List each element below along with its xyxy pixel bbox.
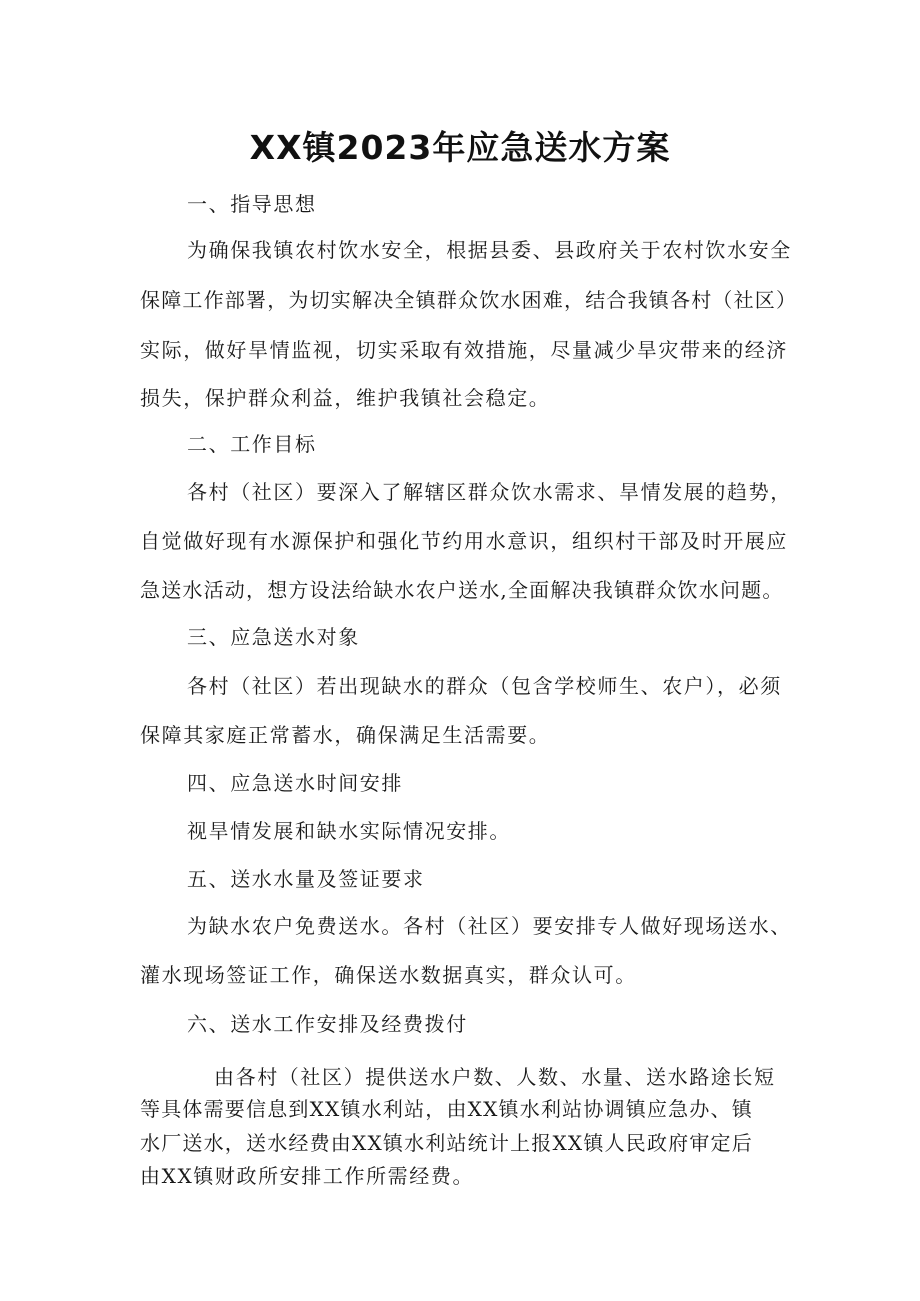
paragraph-line: 为确保我镇农村饮水安全，根据县委、县政府关于农村饮水安全: [187, 238, 792, 262]
paragraph-line: 等具体需要信息到XX镇水利站，由XX镇水利站协调镇应急办、镇: [140, 1097, 753, 1121]
paragraph-line: 由XX镇财政所安排工作所需经费。: [140, 1164, 475, 1188]
paragraph-line: 自觉做好现有水源保护和强化节约用水意识，组织村干部及时开展应: [140, 529, 788, 553]
paragraph-line: 为缺水农户免费送水。各村（社区）要安排专人做好现场送水、: [187, 914, 792, 938]
section-heading-6: 六、送水工作安排及经费拨付: [187, 1012, 468, 1036]
paragraph-line: 保障工作部署，为切实解决全镇群众饮水困难，结合我镇各村（社区）: [140, 288, 798, 312]
paragraph-line: 灌水现场签证工作，确保送水数据真实，群众认可。: [140, 963, 637, 987]
paragraph-line: 保障其家庭正常蓄水，确保满足生活需要。: [140, 723, 551, 747]
paragraph-line: 各村（社区）若出现缺水的群众（包含学校师生、农户），必须: [187, 674, 782, 698]
paragraph-line: 实际，做好旱情监视，切实采取有效措施，尽量减少旱灾带来的经济: [140, 338, 788, 362]
paragraph-line: 由各村（社区）提供送水户数、人数、水量、送水路途长短: [214, 1065, 776, 1089]
section-heading-1: 一、指导思想: [187, 192, 317, 216]
paragraph-line: 损失，保护群众利益，维护我镇社会稳定。: [140, 386, 551, 410]
section-heading-2: 二、工作目标: [187, 432, 317, 456]
paragraph-line: 视旱情发展和缺水实际情况安排。: [187, 819, 511, 843]
section-heading-3: 三、应急送水对象: [187, 625, 360, 649]
paragraph-line: 各村（社区）要深入了解辖区群众饮水需求、旱情发展的趋势，: [187, 480, 792, 504]
document-title: XX镇2023年应急送水方案: [249, 128, 671, 167]
section-heading-5: 五、送水水量及签证要求: [187, 867, 425, 891]
paragraph-line: 急送水活动，想方设法给缺水农户送水,全面解决我镇群众饮水问题。: [140, 578, 784, 602]
paragraph-line: 水厂送水，送水经费由XX镇水利站统计上报XX镇人民政府审定后: [140, 1131, 753, 1155]
section-heading-4: 四、应急送水时间安排: [187, 771, 403, 795]
